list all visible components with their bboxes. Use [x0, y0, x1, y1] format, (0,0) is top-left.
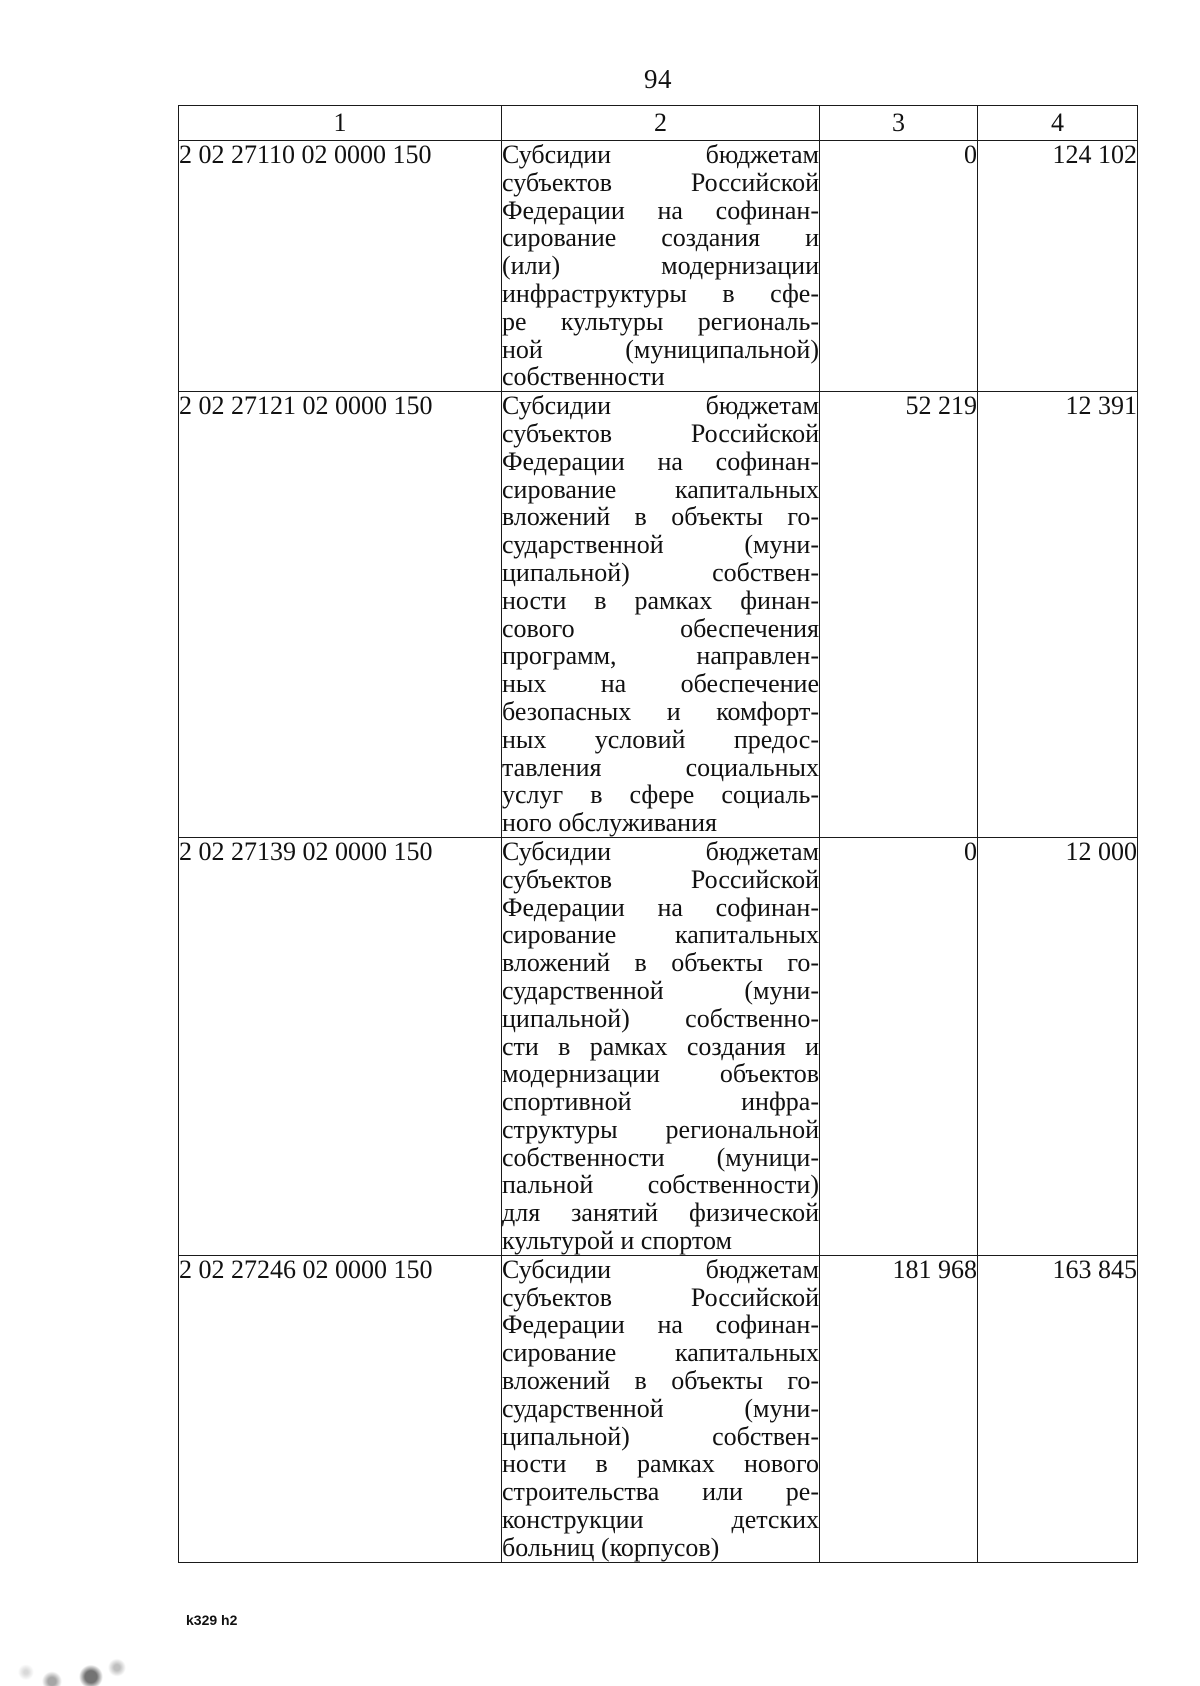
row-code: 2 02 27110 02 0000 150: [179, 141, 502, 392]
row-description: [502, 141, 820, 392]
column-header-2: 2: [502, 106, 820, 141]
description-line: Субсидии бюджетам: [502, 1254, 819, 1284]
description-line: Федерации на софинан-: [502, 892, 819, 922]
description-line: собственности (муници-: [502, 1142, 819, 1172]
description-line: сирование капитальных: [502, 920, 819, 950]
row-description: [502, 392, 820, 838]
row-value-col3: 52 219: [820, 392, 978, 838]
description-line: Федерации на софинан-: [502, 446, 819, 476]
description-line: услуг в сфере социаль-: [502, 780, 819, 810]
description-line: программ, направлен-: [502, 641, 819, 671]
row-code: 2 02 27139 02 0000 150: [179, 837, 502, 1255]
row-value-col4: 12 391: [978, 392, 1138, 838]
footer-code: k329 h2: [186, 1612, 238, 1628]
description-line: сударственной (муни-: [502, 530, 819, 560]
description-line: сирование капитальных: [502, 474, 819, 504]
description-line: ных на обеспечение: [502, 669, 819, 699]
description-line: Федерации на софинан-: [502, 195, 819, 225]
description-line: структуры региональной: [502, 1114, 819, 1144]
budget-table: [178, 105, 1138, 1563]
description-line: (или) модернизации: [502, 251, 819, 281]
table-body: [179, 141, 1138, 1563]
row-value-col4: 12 000: [978, 837, 1138, 1255]
description-line: субъектов Российской: [502, 418, 819, 448]
description-line: для занятий физической: [502, 1198, 819, 1228]
column-header-3: 3: [820, 106, 978, 141]
description-line: Субсидии бюджетам: [502, 140, 819, 169]
description-line: инфраструктуры в сфе-: [502, 278, 819, 308]
description-line: ре культуры региональ-: [502, 306, 819, 336]
row-value-col3: 0: [820, 141, 978, 392]
description-line: пальной собственности): [502, 1170, 819, 1200]
description-line: субъектов Российской: [502, 167, 819, 197]
description-line: ципальной) собствен-: [502, 1421, 819, 1451]
description-line: ности в рамках нового: [502, 1449, 819, 1479]
description-line: субъектов Российской: [502, 1282, 819, 1312]
description-line: ципальной) собствен-: [502, 557, 819, 587]
description-line: строительства или ре-: [502, 1477, 819, 1507]
description-line: сирование капитальных: [502, 1338, 819, 1368]
table-row: [179, 1255, 1138, 1562]
description-line: ности в рамках финан-: [502, 585, 819, 615]
description-line: Субсидии бюджетам: [502, 391, 819, 421]
row-value-col3: 0: [820, 837, 978, 1255]
row-code: 2 02 27121 02 0000 150: [179, 392, 502, 838]
description-line: Федерации на софинан-: [502, 1310, 819, 1340]
description-line: субъектов Российской: [502, 864, 819, 894]
table-row: [179, 141, 1138, 392]
description-line: сударственной (муни-: [502, 1393, 819, 1423]
scan-artifact: [0, 1640, 130, 1686]
row-value-col4: 124 102: [978, 141, 1138, 392]
table-row: [179, 837, 1138, 1255]
description-line: сового обеспечения: [502, 613, 819, 643]
description-line: больниц (корпусов): [502, 1532, 720, 1562]
row-value-col4: 163 845: [978, 1255, 1138, 1562]
row-description: [502, 837, 820, 1255]
description-line: культурой и спортом: [502, 1226, 732, 1256]
description-line: ной (муниципальной): [502, 334, 819, 364]
column-header-4: 4: [978, 106, 1138, 141]
description-line: собственности: [502, 362, 665, 392]
description-line: ципальной) собственно-: [502, 1003, 819, 1033]
description-line: ного обслуживания: [502, 808, 717, 838]
page-number: 94: [644, 64, 672, 94]
row-code: 2 02 27246 02 0000 150: [179, 1255, 502, 1562]
column-header-1: 1: [179, 106, 502, 141]
description-line: вложений в объекты го-: [502, 948, 819, 978]
table-row: [179, 392, 1138, 838]
description-line: вложений в объекты го-: [502, 502, 819, 532]
row-description: [502, 1255, 820, 1562]
description-line: модернизации объектов: [502, 1059, 819, 1089]
description-line: ных условий предос-: [502, 724, 819, 754]
description-line: сти в рамках создания и: [502, 1031, 819, 1061]
description-line: Субсидии бюджетам: [502, 836, 819, 866]
description-line: конструкции детских: [502, 1505, 819, 1535]
description-line: безопасных и комфорт-: [502, 696, 819, 726]
description-line: сирование создания и: [502, 223, 819, 253]
description-line: тавления социальных: [502, 752, 819, 782]
description-line: вложений в объекты го-: [502, 1366, 819, 1396]
description-line: сударственной (муни-: [502, 975, 819, 1005]
table-header-row: [179, 106, 1138, 141]
description-line: спортивной инфра-: [502, 1087, 819, 1117]
row-value-col3: 181 968: [820, 1255, 978, 1562]
